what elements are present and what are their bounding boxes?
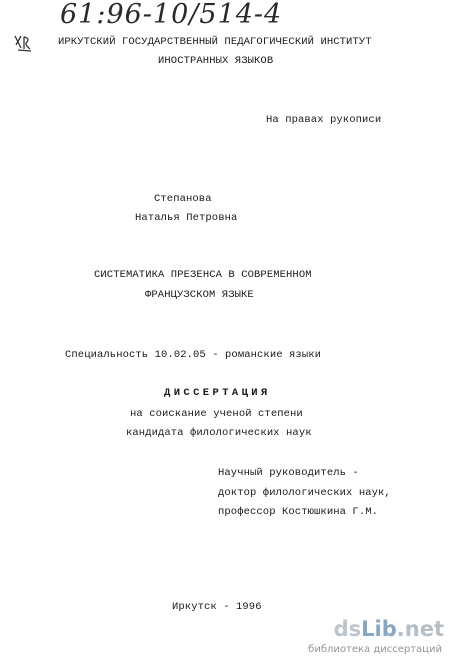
supervisor-line2: доктор филологических наук,: [218, 487, 391, 499]
institution-name: ИРКУТСКИЙ ГОСУДАРСТВЕННЫЙ ПЕДАГОГИЧЕСКИЙ ИНСТИТУТ: [58, 36, 372, 48]
department-name: ИНОСТРАННЫХ ЯЗЫКОВ: [158, 55, 274, 67]
dslib-caption: библиотека диссертаций: [308, 644, 442, 655]
degree-line2: кандидата филологических наук: [126, 427, 312, 439]
thesis-title-line1: СИСТЕМАТИКА ПРЕЗЕНСА В СОВРЕМЕННОМ: [94, 269, 312, 281]
author-given-names: Наталья Петровна: [135, 212, 238, 224]
place-and-year: Иркутск - 1996: [172, 601, 262, 613]
supervisor-line3: профессор Костюшкина Г.М.: [218, 506, 379, 518]
manuscript-rights-note: На правах рукописи: [266, 114, 382, 126]
supervisor-line1: Научный руководитель -: [218, 467, 359, 479]
dslib-watermark: [308, 617, 444, 661]
thesis-title-line2: ФРАНЦУЗСКОМ ЯЗЫКЕ: [145, 289, 254, 301]
degree-line1: на соискание ученой степени: [130, 408, 303, 420]
archive-number-handwritten: 61:96-10/514-4: [60, 0, 283, 30]
library-stamp-mark: [12, 33, 34, 53]
document-type-label: ДИССЕРТАЦИЯ: [164, 387, 271, 399]
dslib-logo: dsLib.net: [333, 617, 444, 641]
author-surname: Степанова: [154, 193, 212, 205]
specialty-line: Специальность 10.02.05 - романские языки: [65, 349, 322, 361]
